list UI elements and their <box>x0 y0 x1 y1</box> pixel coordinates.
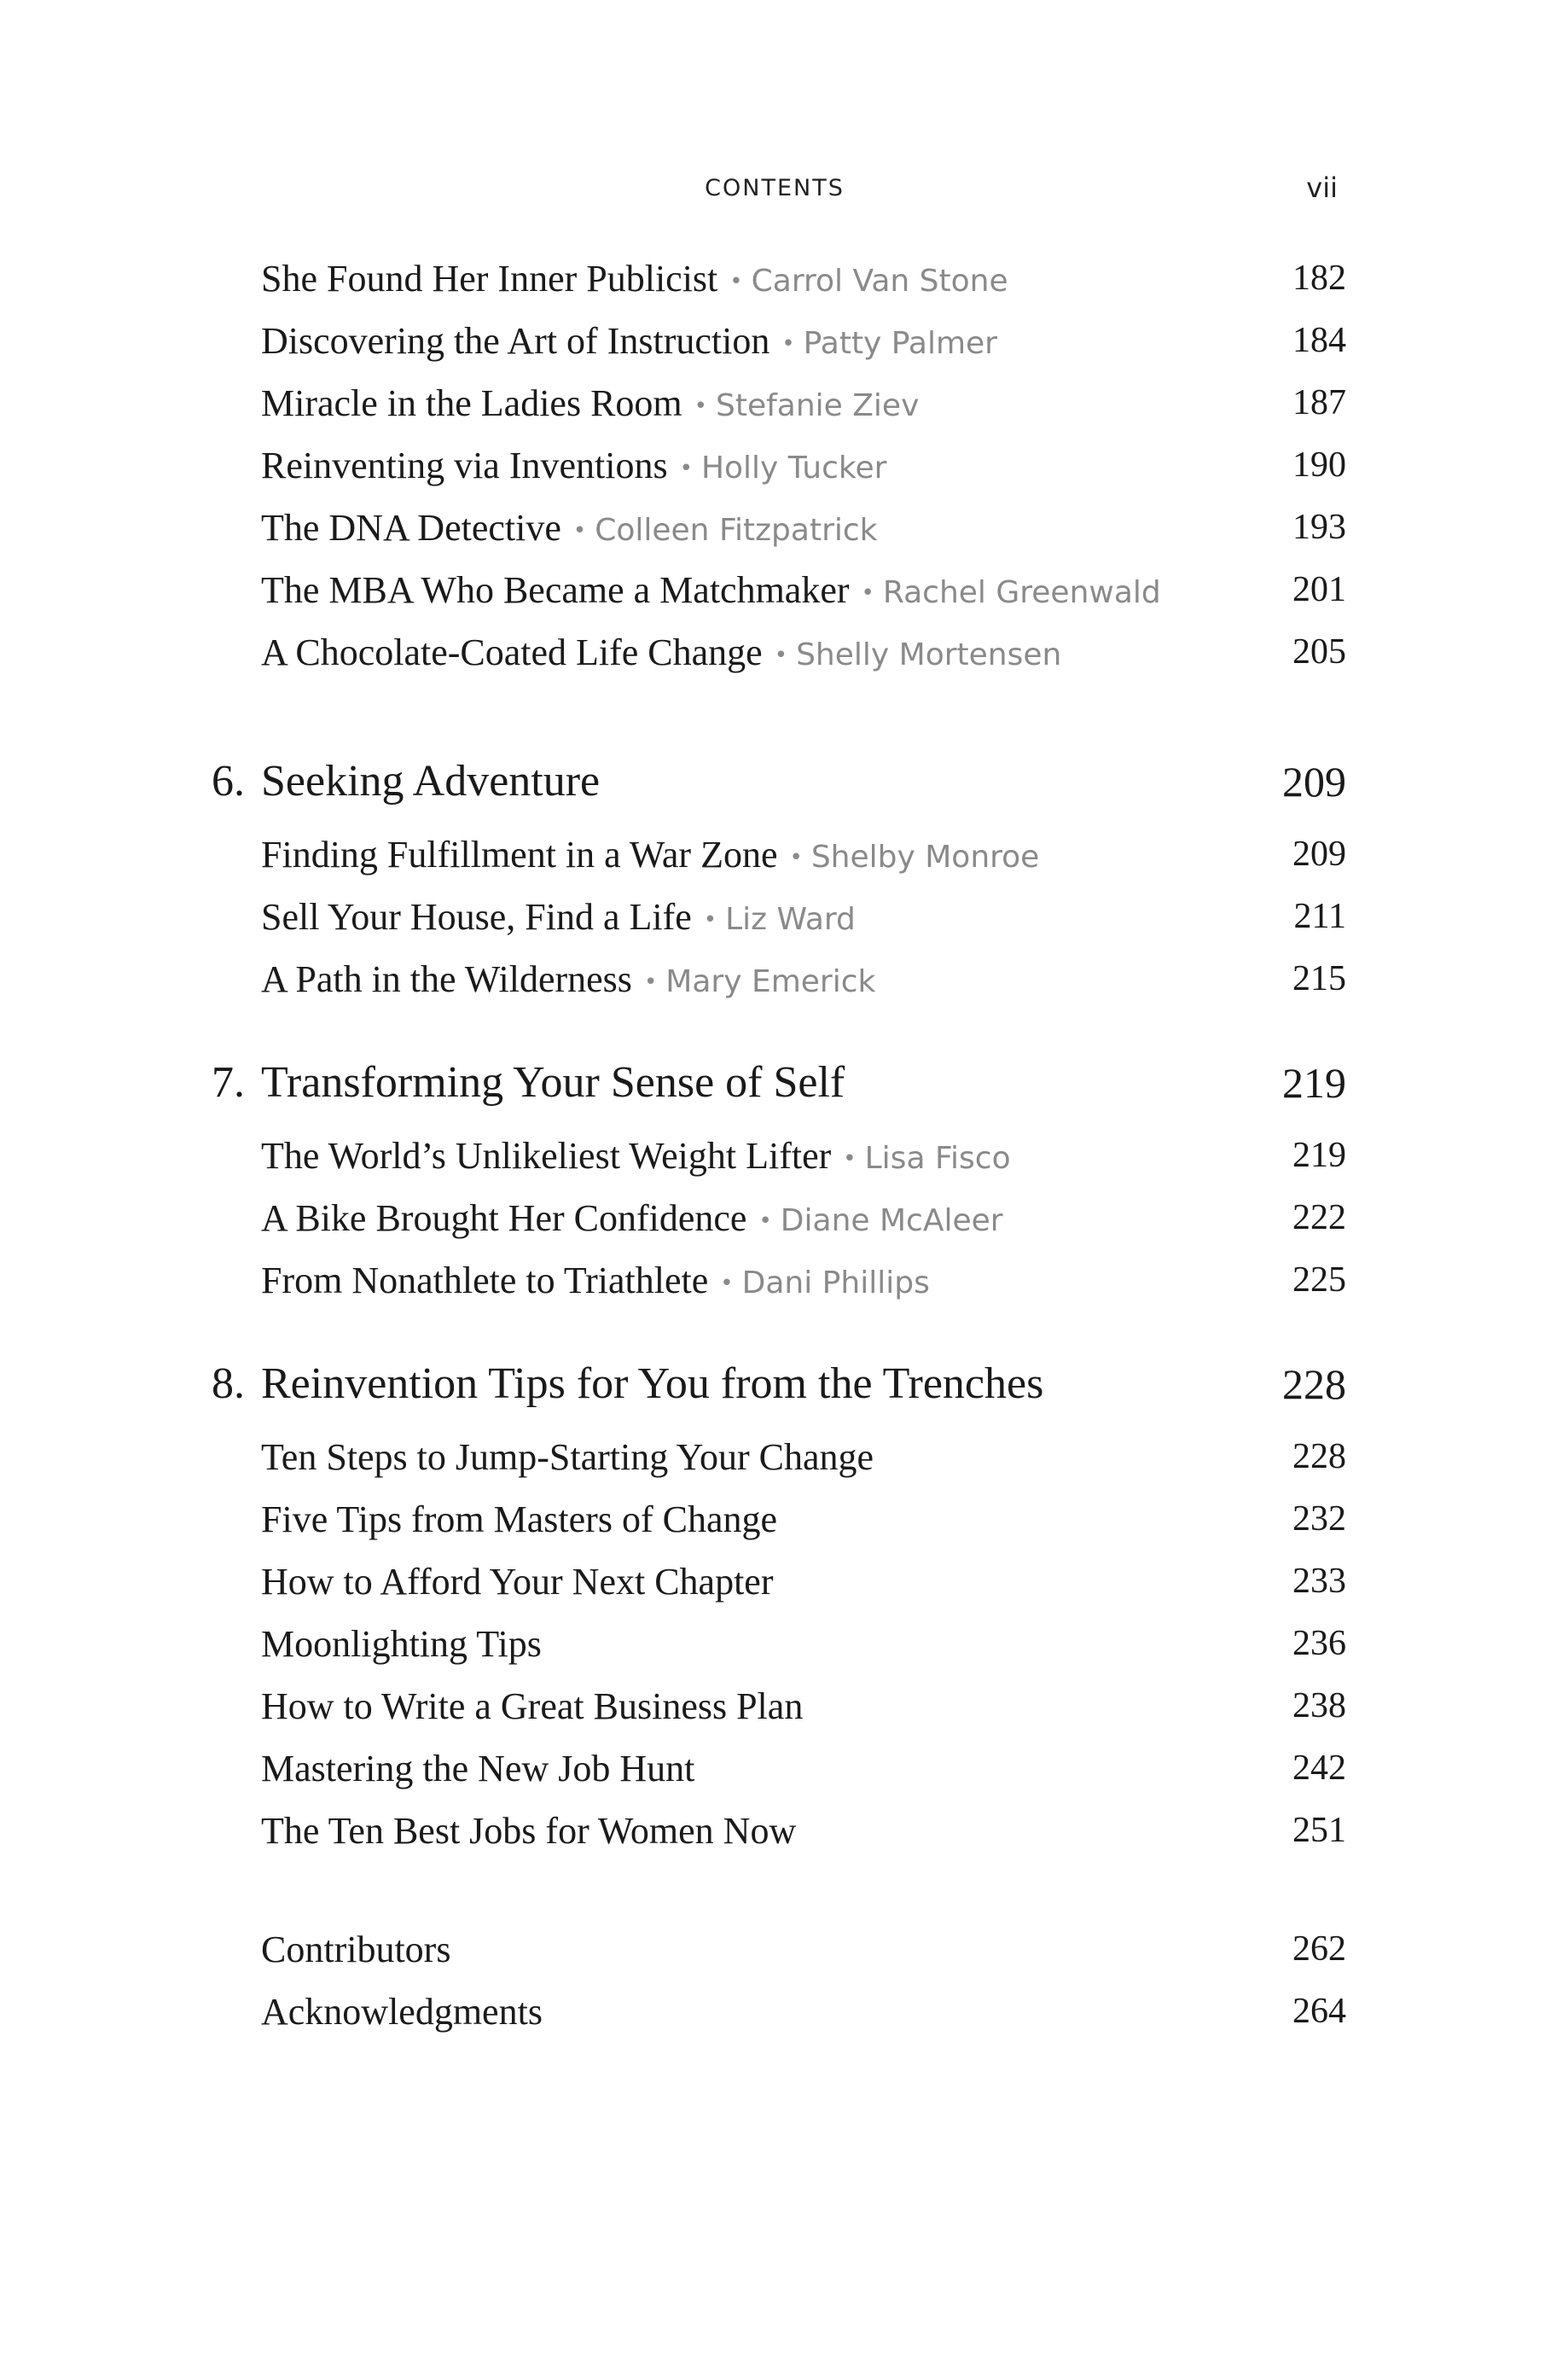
chapter-title: Transforming Your Sense of Self <box>261 1058 845 1107</box>
chapter-number: 7. <box>212 1058 245 1107</box>
entry-page-number: 219 <box>1292 1136 1346 1175</box>
entry-page-number: 228 <box>1292 1437 1346 1476</box>
toc-entry <box>212 1187 1346 1249</box>
toc-entry-contributors <box>212 1918 1346 1981</box>
toc-entry <box>212 1551 1346 1613</box>
entry-page-number: 205 <box>1292 632 1346 672</box>
entry-title: A Chocolate-Coated Life Change <box>261 631 763 673</box>
chapter-title: Seeking Adventure <box>261 757 601 806</box>
toc-entry <box>212 823 1346 886</box>
entry-title: Five Tips from Masters of Change <box>261 1498 777 1540</box>
section-spacer <box>212 1862 1346 1918</box>
chapter-heading <box>212 740 1346 823</box>
toc-entry <box>212 948 1346 1010</box>
entry-title: The DNA Detective <box>261 507 561 549</box>
entry-author: Holly Tucker <box>700 451 887 486</box>
entry-title: Finding Fulfillment in a War Zone <box>261 834 778 876</box>
chapter-heading <box>212 1041 1346 1125</box>
entry-page-number: 238 <box>1292 1686 1346 1725</box>
toc-entry <box>212 1675 1346 1737</box>
toc-entry <box>212 1125 1346 1187</box>
entry-title: Miracle in the Ladies Room <box>261 382 682 424</box>
entry-title-line <box>261 434 886 503</box>
separator-dot: • <box>758 1208 772 1234</box>
separator-dot: • <box>643 969 658 995</box>
chapter-page-number: 219 <box>1282 1059 1346 1107</box>
chapter-number: 6. <box>212 757 245 806</box>
entry-title: Acknowledgments <box>261 1991 543 2033</box>
entry-title: She Found Her Inner Publicist <box>261 258 718 300</box>
entry-page-number: 232 <box>1292 1499 1346 1539</box>
entry-title: Contributors <box>261 1929 451 1970</box>
entry-page-number: 242 <box>1292 1748 1346 1788</box>
chapter-page-number: 228 <box>1282 1360 1346 1408</box>
entry-author: Stefanie Ziev <box>716 388 920 423</box>
entry-title-line <box>261 497 878 565</box>
separator-dot: • <box>703 907 717 933</box>
toc-entry <box>212 1249 1346 1312</box>
entry-page-number: 184 <box>1292 321 1346 360</box>
separator-dot: • <box>781 331 795 357</box>
entry-title-line <box>261 1249 930 1318</box>
chapter-page-number: 209 <box>1282 758 1346 806</box>
entry-author: Lisa Fisco <box>864 1141 1011 1176</box>
toc-entry <box>212 621 1346 684</box>
entry-title-line <box>261 559 1161 627</box>
entry-title: From Nonathlete to Triathlete <box>261 1260 709 1301</box>
separator-dot: • <box>720 1271 734 1296</box>
entry-title-line <box>261 823 1039 892</box>
chapter-number: 8. <box>212 1359 245 1408</box>
separator-dot: • <box>572 518 587 544</box>
entry-author: Diane McAleer <box>780 1203 1003 1238</box>
separator-dot: • <box>694 393 707 419</box>
entry-page-number: 225 <box>1292 1260 1346 1300</box>
entry-page-number: 182 <box>1292 259 1346 298</box>
toc-entry <box>212 1613 1346 1675</box>
toc-entry <box>212 497 1346 559</box>
table-of-contents <box>212 247 1346 2043</box>
entry-author: Shelly Mortensen <box>796 637 1062 672</box>
running-title: CONTENTS <box>705 175 845 201</box>
entry-title: Mastering the New Job Hunt <box>261 1748 695 1789</box>
entry-author: Liz Ward <box>725 902 856 937</box>
entry-title: How to Write a Great Business Plan <box>261 1685 804 1727</box>
entry-author: Rachel Greenwald <box>882 575 1161 610</box>
chapter-title: Reinvention Tips for You from the Trenches <box>261 1359 1044 1408</box>
separator-dot: • <box>861 580 874 606</box>
section-spacer <box>212 684 1346 740</box>
toc-entry <box>212 372 1346 434</box>
entry-title-line <box>261 247 1008 316</box>
entry-title: A Bike Brought Her Confidence <box>261 1197 747 1239</box>
separator-dot: • <box>679 456 693 481</box>
entry-title-line <box>261 372 919 440</box>
toc-entry <box>212 1737 1346 1800</box>
entry-page-number: 187 <box>1292 383 1346 422</box>
entry-title-line <box>261 948 875 1016</box>
separator-dot: • <box>774 643 788 668</box>
entry-title: The Ten Best Jobs for Women Now <box>261 1810 797 1852</box>
entry-page-number: 236 <box>1292 1624 1346 1663</box>
entry-title: Sell Your House, Find a Life <box>261 896 692 938</box>
toc-entry <box>212 1488 1346 1551</box>
entry-title-line <box>261 886 856 954</box>
entry-title: The World’s Unlikeliest Weight Lifter <box>261 1135 832 1177</box>
entry-page-number: 262 <box>1292 1929 1346 1969</box>
entry-page-number: 209 <box>1292 835 1346 874</box>
toc-entry <box>212 310 1346 372</box>
separator-dot: • <box>789 845 803 870</box>
entry-author: Mary Emerick <box>665 964 876 999</box>
entry-author: Carrol Van Stone <box>751 264 1008 299</box>
toc-entry <box>212 434 1346 497</box>
entry-page-number: 201 <box>1292 570 1346 609</box>
entry-page-number: 193 <box>1292 508 1346 547</box>
entry-title: How to Afford Your Next Chapter <box>261 1561 774 1603</box>
entry-title: A Path in the Wilderness <box>261 958 632 1000</box>
toc-entry <box>212 559 1346 621</box>
page-folio: vii <box>1306 172 1338 204</box>
entry-page-number: 264 <box>1292 1992 1346 2031</box>
entry-author: Patty Palmer <box>803 326 997 361</box>
entry-title-line <box>261 310 997 378</box>
entry-page-number: 215 <box>1292 959 1346 998</box>
entry-title: Ten Steps to Jump-Starting Your Change <box>261 1436 874 1478</box>
toc-entry <box>212 247 1346 310</box>
entry-title: Reinventing via Inventions <box>261 445 668 486</box>
toc-entry <box>212 1426 1346 1488</box>
toc-entry <box>212 1800 1346 1862</box>
entry-author: Dani Phillips <box>741 1265 930 1300</box>
running-head <box>212 172 1338 209</box>
separator-dot: • <box>843 1146 857 1172</box>
entry-title: Moonlighting Tips <box>261 1623 542 1665</box>
entry-page-number: 211 <box>1293 897 1346 936</box>
entry-page-number: 233 <box>1292 1562 1346 1601</box>
entry-page-number: 251 <box>1292 1811 1346 1850</box>
entry-page-number: 222 <box>1292 1198 1346 1237</box>
chapter-heading <box>212 1342 1346 1426</box>
separator-dot: • <box>729 269 743 294</box>
entry-page-number: 190 <box>1292 445 1346 485</box>
toc-entry <box>212 886 1346 948</box>
toc-entry-acknowledgments <box>212 1981 1346 2043</box>
entry-title: Discovering the Art of Instruction <box>261 320 770 362</box>
entry-title-line <box>261 1125 1011 1193</box>
entry-title-line <box>261 1187 1003 1255</box>
entry-title: The MBA Who Became a Matchmaker <box>261 569 850 611</box>
entry-author: Colleen Fitzpatrick <box>595 513 878 548</box>
entry-author: Shelby Monroe <box>810 840 1040 875</box>
entry-title-line <box>261 621 1061 689</box>
